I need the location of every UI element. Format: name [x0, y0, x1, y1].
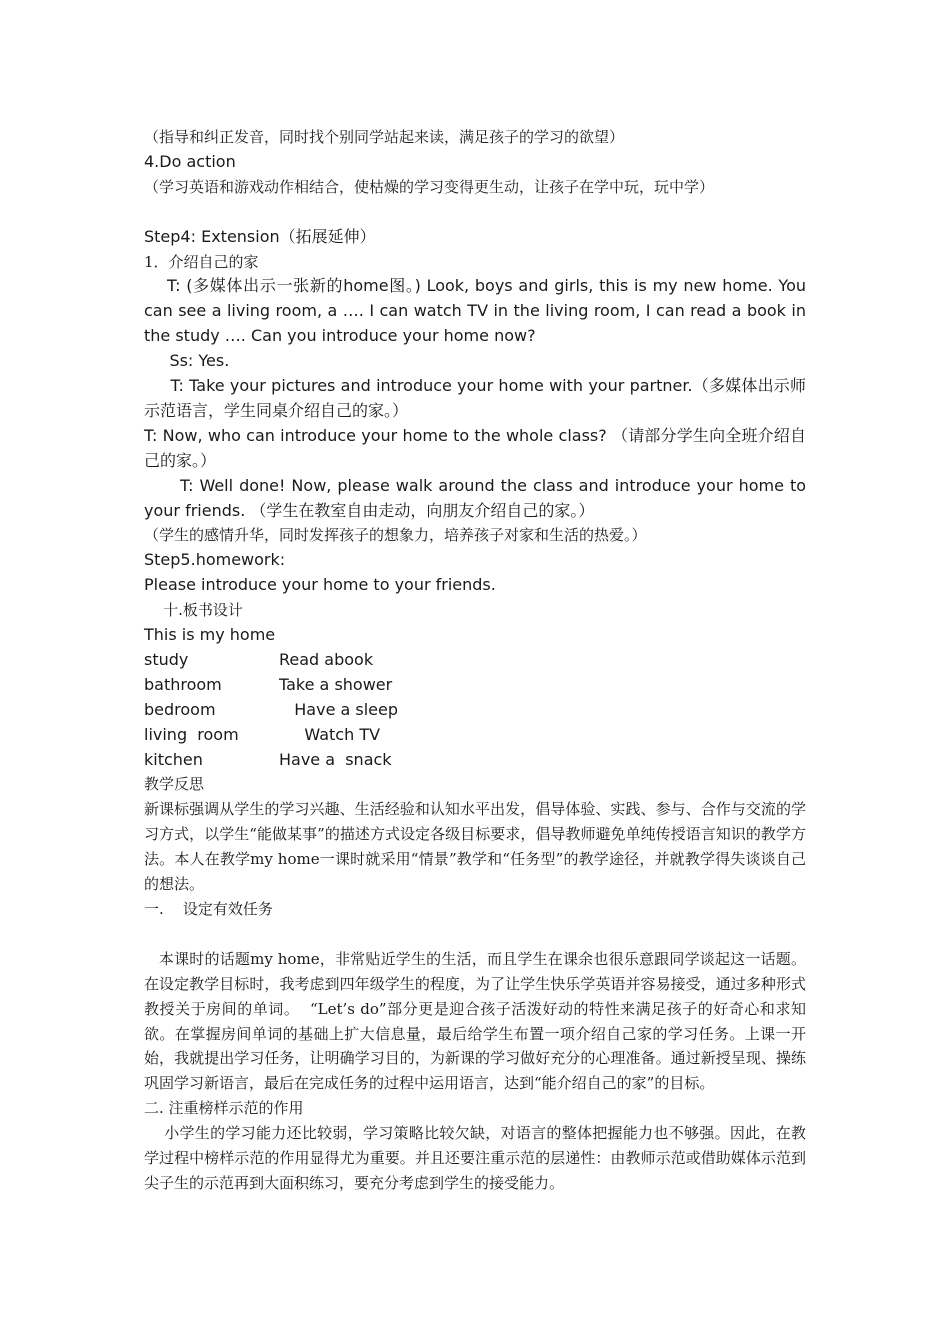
spacer [144, 200, 806, 225]
board-action: Take a shower [279, 674, 393, 694]
step4-para4: T: Well done! Now, please walk around the class and introduce your home to your friends. （学生在教室自由走动，向朋友介绍自己的家。） [144, 475, 812, 520]
board-row [144, 673, 806, 698]
section2-title: 二. 注重榜样示范的作用 [144, 1099, 304, 1118]
board-room: living room [144, 724, 239, 744]
board-room: kitchen [144, 749, 203, 769]
section1-text: 本课时的话题my home，非常贴近学生的生活，而且学生在课余也很乐意跟同学谈起这一话题。在设定教学目标时，我考虑到四年级学生的程度，为了让学生快乐学英语并容易接受，通过多种形式教授关于房间的单词。 “Let’s do”部分更是迎合孩子活泼好动的特性来满足孩子的好奇心和求知欲。在掌握房间单词的基础上扩大信息量，最后给学生布置一项介绍自己家的学习任务。上课一开始，我就提出学习任务，让明确学习目的，为新课的学习做好充分的心理准备。通过新授呈现、操练巩固学习新语言，最后在完成任务的过程中运用语言，达到“能介绍自己的家”的目标。 [144, 949, 807, 1093]
step4-ss-reply: Ss: Yes. [144, 351, 230, 371]
board-row [144, 698, 806, 723]
board-row [144, 648, 806, 673]
step4-item1: 1．介绍自己的家 [144, 252, 259, 271]
board-row [144, 748, 806, 773]
guidance-note: （指导和纠正发音，同时找个别同学站起来读，满足孩子的学习的欲望） [144, 128, 625, 146]
board-action: Read abook [279, 650, 374, 670]
step4-title: Step4: Extension（拓展延伸） [144, 226, 376, 246]
do-action-note: （学习英语和游戏动作相结合，使枯燥的学习变得更生动，让孩子在学中玩，玩中学） [144, 177, 715, 196]
board-room: bedroom [144, 699, 216, 719]
spacer [144, 922, 806, 947]
step5-text: Please introduce your home to your friends. [144, 575, 496, 595]
board-title: This is my home [144, 625, 276, 645]
do-action-heading: 4.Do action [144, 151, 236, 171]
step5-title: Step5.homework: [144, 550, 286, 570]
board-action: Have a snack [279, 749, 392, 769]
board-room: bathroom [144, 674, 222, 694]
reflection-intro: 新课标强调从学生的学习兴趣、生活经验和认知水平出发，倡导体验、实践、参与、合作与交流的学习方式，以学生“能做某事”的描述方式设定各级目标要求，倡导教师避免单纯传授语言知识的教学方法。本人在教学my home一课时就采用“情景”教学和“任务型”的教学途径，并就教学得失谈谈自己的想法。 [144, 800, 806, 894]
step4-note: （学生的感情升华，同时发挥孩子的想象力，培养孩子对家和生活的热爱。） [144, 526, 647, 545]
board-heading: 十.板书设计 [144, 601, 243, 620]
document-page [144, 125, 812, 1196]
board-room: study [144, 650, 189, 670]
section2-text: 小学生的学习能力还比较弱，学习策略比较欠缺，对语言的整体把握能力也不够强。因此，在教学过程中榜样示范的作用显得尤为重要。并且还要注重示范的层递性：由教师示范或借助媒体示范到尖子生的示范再到大面积练习，要充分考虑到学生的接受能力。 [144, 1124, 806, 1192]
step4-para3: T: Now, who can introduce your home to the whole class? （请部分学生向全班介绍自己的家。） [144, 425, 806, 470]
board-action: Watch TV [279, 724, 381, 744]
board-row [144, 723, 806, 748]
section1-title: 一. 设定有效任务 [144, 900, 273, 918]
board-action: Have a sleep [279, 699, 399, 719]
reflection-heading: 教学反思 [144, 775, 205, 794]
step4-para2: T: Take your pictures and introduce your home with your partner.（多媒体出示师示范语言，学生同桌介绍自己的家。） [144, 376, 806, 420]
step4-para1: T: (多媒体出示一张新的home图。) Look, boys and girls, this is my new home. You can see a living room, a …. I can watch TV in the living room, I can read a book in the study …. Can you introduce your home now? [144, 276, 812, 346]
